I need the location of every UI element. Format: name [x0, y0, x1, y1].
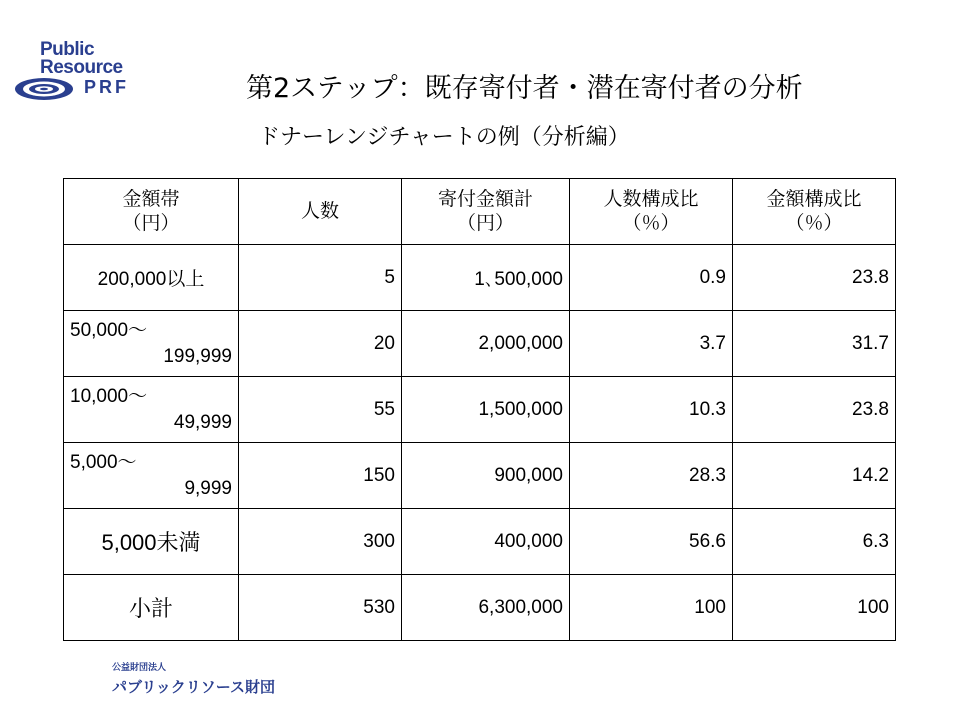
cell-count-ratio: 100 — [570, 575, 733, 641]
header-count: 人数 — [239, 179, 402, 245]
header-count-ratio: 人数構成比 （％） — [570, 179, 733, 245]
cell-count: 20 — [239, 311, 402, 377]
cell-range: 50,000～ 199,999 — [64, 311, 239, 377]
table-row — [64, 245, 896, 311]
ripple-icon — [14, 76, 80, 102]
cell-amount: 6,300,000 — [402, 575, 570, 641]
cell-amount: 2,000,000 — [402, 311, 570, 377]
cell-amount-ratio: 23.8 — [733, 245, 896, 311]
footer-organization — [112, 660, 275, 697]
cell-count-ratio: 0.9 — [570, 245, 733, 311]
footer-org-type: 公益財団法人 — [112, 663, 167, 673]
cell-range: 200,000以上 — [64, 245, 239, 311]
header-amount-ratio: 金額構成比 （％） — [733, 179, 896, 245]
cell-count: 150 — [239, 443, 402, 509]
footer-org-name: パブリックリソース財団 — [112, 678, 276, 696]
cell-amount-ratio: 14.2 — [733, 443, 896, 509]
header-total-amount: 寄付金額計 （円） — [402, 179, 570, 245]
logo-text-public: Public — [40, 39, 95, 60]
cell-count-ratio: 3.7 — [570, 311, 733, 377]
cell-count: 300 — [239, 509, 402, 575]
donor-range-table — [63, 178, 896, 641]
cell-count: 5 — [239, 245, 402, 311]
cell-range: 5,000未満 — [64, 509, 239, 575]
cell-amount: 400,000 — [402, 509, 570, 575]
cell-amount-ratio: 23.8 — [733, 377, 896, 443]
cell-amount: 900,000 — [402, 443, 570, 509]
cell-range: 10,000～ 49,999 — [64, 377, 239, 443]
cell-amount-ratio: 100 — [733, 575, 896, 641]
cell-range: 5,000～ 9,999 — [64, 443, 239, 509]
page-title: 第2ステップ：既存寄付者・潜在寄付者の分析 — [246, 73, 803, 104]
cell-range: 小計 — [64, 575, 239, 641]
table-row — [64, 509, 896, 575]
table-row-subtotal — [64, 575, 896, 641]
header-amount-range: 金額帯 （円） — [64, 179, 239, 245]
page-subtitle: ドナーレンジチャートの例（分析編） — [258, 125, 630, 150]
cell-count: 55 — [239, 377, 402, 443]
cell-count-ratio: 28.3 — [570, 443, 733, 509]
logo — [14, 38, 144, 102]
table-row — [64, 377, 896, 443]
cell-amount: 1､500,000 — [402, 245, 570, 311]
logo-text-resource: Resource — [40, 57, 123, 78]
cell-amount: 1,500,000 — [402, 377, 570, 443]
logo-text-prf: PRF — [84, 77, 129, 97]
cell-count: 530 — [239, 575, 402, 641]
cell-count-ratio: 56.6 — [570, 509, 733, 575]
table-header-row — [64, 179, 896, 245]
table-row — [64, 443, 896, 509]
cell-amount-ratio: 31.7 — [733, 311, 896, 377]
cell-amount-ratio: 6.3 — [733, 509, 896, 575]
table-row — [64, 311, 896, 377]
cell-count-ratio: 10.3 — [570, 377, 733, 443]
